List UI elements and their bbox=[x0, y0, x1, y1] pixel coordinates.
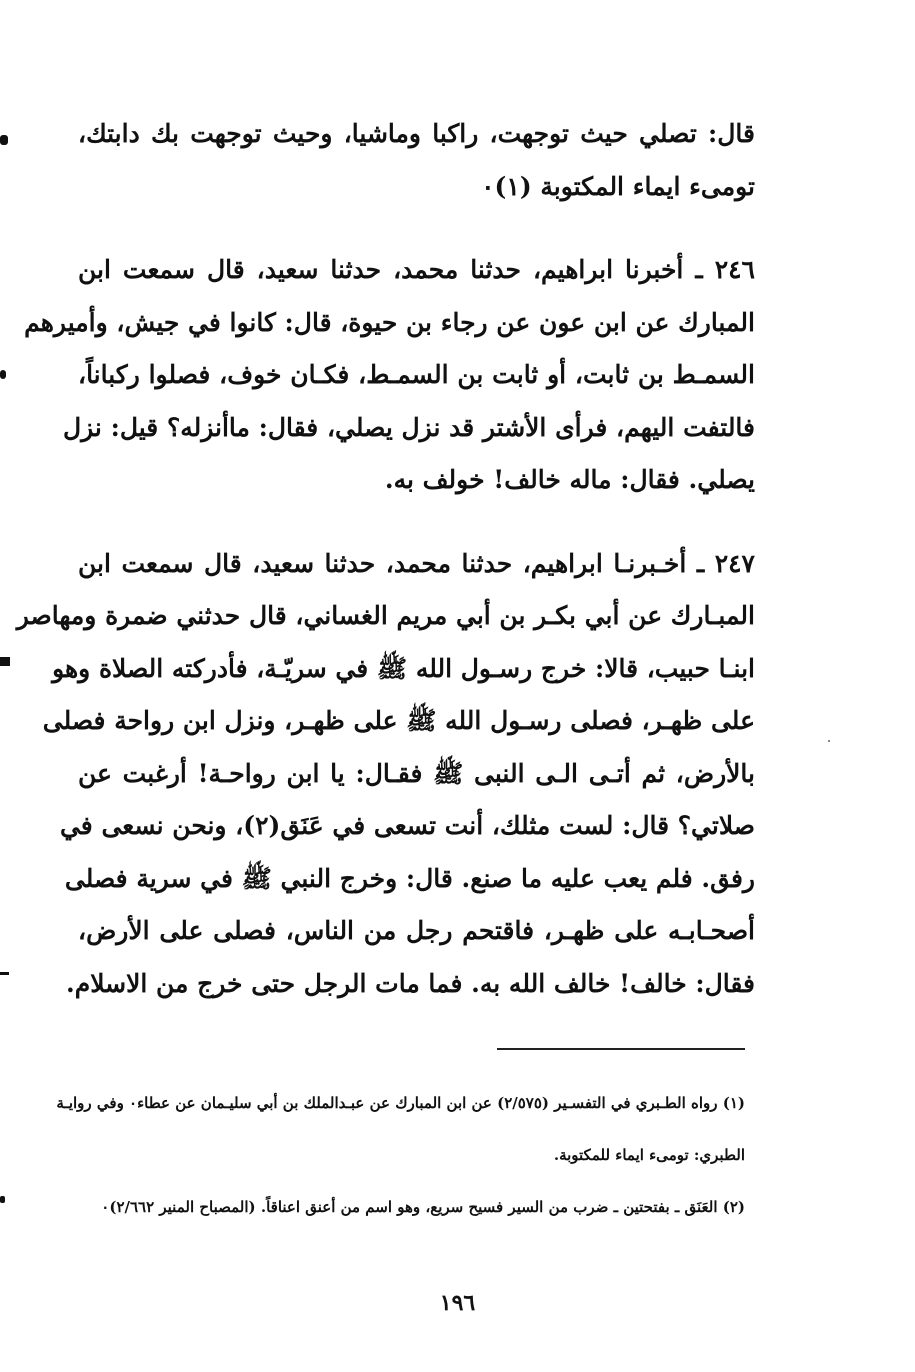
margin-mark bbox=[0, 135, 8, 145]
page-number: ١٩٦ bbox=[439, 1290, 476, 1316]
speck-mark bbox=[828, 740, 830, 742]
text-line: فقال: خالف! خالف الله به. فما مات الرجل حتى خرج من الاسلام. bbox=[66, 968, 755, 998]
text-line: المبـارك عن أبي بكـر بن أبي مريم الغساني، قال حدثني ضمرة ومهاصر bbox=[16, 601, 755, 630]
footnote-2: (٢) العَنَق ـ بفتحتين ـ ضرب من السير فسيح سريع، وهو اسم من أعنق اعناقاً. (المصباح المنير ٢/٦٦٢)٠ bbox=[101, 1198, 745, 1216]
margin-mark bbox=[0, 657, 10, 666]
text-line: قال: تصلي حيث توجهت، راكبا وماشيا، وحيث توجهت بك دابتك، bbox=[78, 119, 755, 148]
text-line: فالتفت اليهم، فرأى الأشتر قد نزل يصلي، فقال: ماأنزله؟ قيل: نزل bbox=[62, 412, 755, 442]
text-line: السمـط بن ثابت، أو ثابت بن السمـط، فكـان خوف، فصلوا ركباناً، bbox=[78, 360, 755, 389]
footnote-1: (١) رواه الطـبري في التفسـير (٢/٥٧٥) عن ابن المبارك عن عبـدالملك بن أبي سليـمان عن عطاء٠ وفي روايـة bbox=[56, 1094, 745, 1112]
margin-mark bbox=[0, 972, 9, 975]
footnote-1-continuation: الطبري: تومىء ايماء للمكتوبة. bbox=[553, 1146, 745, 1164]
text-line: ٢٤٦ ـ أخبرنا ابراهيم، حدثنا محمد، حدثنا سعيد، قال سمعت ابن bbox=[78, 255, 755, 284]
text-line: أصحـابـه على ظهـر، فاقتحم رجل من الناس، فصلى على الأرض، bbox=[78, 916, 755, 945]
text-line: تومىء ايماء المكتوبة (١)٠ bbox=[481, 171, 755, 201]
margin-mark bbox=[0, 370, 6, 379]
text-line: ابنـا حبيب، قالا: خرج رسـول الله ﷺ في سريّـة، فأدركته الصلاة وهو bbox=[52, 653, 755, 683]
text-line: بالأرض، ثم أتـى الـى النبى ﷺ فقـال: يا ابن رواحـة! أرغبت عن bbox=[78, 758, 755, 788]
text-line: على ظهـر، فصلى رسـول الله ﷺ على ظهـر، ونزل ابن رواحة فصلى bbox=[42, 706, 755, 735]
paragraph-247 bbox=[16, 538, 755, 1011]
footnotes bbox=[56, 1088, 745, 1222]
footnote-separator bbox=[497, 1048, 745, 1050]
text-line: ٢٤٧ ـ أخـبرنـا ابراهيم، حدثنا محمد، حدثنا سعيد، قال سمعت ابن bbox=[78, 548, 755, 578]
text-line: صلاتي؟ قال: لست مثلك، أنت تسعى في عَنَق(٢)، ونحن نسعى في bbox=[59, 811, 755, 840]
text-line: يصلي. فقال: ماله خالف! خولف به. bbox=[384, 465, 755, 494]
text-line: رفق. فلم يعب عليه ما صنع. قال: وخرج النبي ﷺ في سرية فصلى bbox=[64, 863, 755, 893]
margin-mark bbox=[0, 1196, 5, 1203]
paragraph-intro bbox=[78, 108, 755, 213]
paragraph-246 bbox=[24, 244, 755, 507]
text-line: المبارك عن ابن عون عن رجاء بن حيوة، قال: كانوا في جيش، وأميرهم bbox=[24, 307, 755, 337]
main-text bbox=[16, 108, 755, 1010]
